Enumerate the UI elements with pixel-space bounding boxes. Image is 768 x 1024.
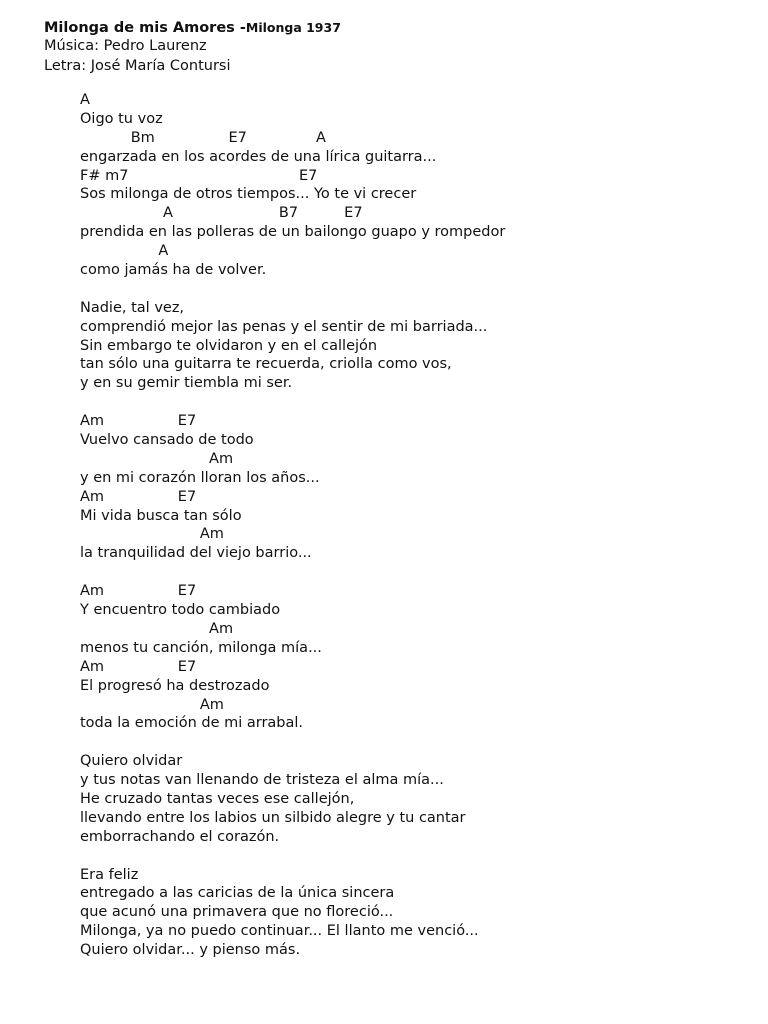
lyric-line: entregado a las caricias de la única sincera (80, 885, 395, 902)
lyric-line: Mi vida busca tan sólo (80, 507, 242, 524)
lyric-line: emborrachando el corazón. (80, 828, 280, 845)
chord-line: A (80, 92, 90, 108)
lyric-line: como jamás ha de volver. (80, 262, 267, 279)
lyric-line: He cruzado tantas veces ese callejón, (80, 790, 355, 807)
chord-line: Am (80, 620, 234, 637)
chord-line: Am E7 (80, 413, 197, 430)
lyric-line: la tranquilidad del viejo barrio... (80, 545, 312, 562)
lyric-line: Vuelvo cansado de todo (80, 432, 254, 449)
blank-line (80, 563, 740, 582)
lyric-line: llevando entre los labios un silbido alegre y tu cantar (80, 809, 466, 826)
blank-line (80, 280, 740, 299)
lyrics-credit: Letra: José María Contursi (44, 57, 231, 74)
chord-line: Am E7 (80, 488, 197, 505)
blank-line (80, 393, 740, 412)
lyric-line: tan sólo una guitarra te recuerda, criolla como vos, (80, 356, 452, 373)
song-header (44, 18, 744, 76)
lyric-line: Milonga, ya no puedo continuar... El llanto me venció... (80, 923, 479, 940)
chord-line: Am (80, 696, 224, 713)
lyric-line: Nadie, tal vez, (80, 299, 185, 316)
lyric-line: y tus notas van llenando de tristeza el alma mía... (80, 772, 444, 789)
lyric-line: menos tu canción, milonga mía... (80, 639, 322, 656)
lyric-line: engarzada en los acordes de una lírica guitarra... (80, 148, 437, 165)
song-body (80, 91, 740, 960)
song-title: Milonga de mis Amores - (44, 20, 246, 36)
chord-line: Am E7 (80, 658, 197, 675)
chord-line: F# m7 E7 (80, 167, 318, 184)
chord-line: Am E7 (80, 583, 197, 600)
lyric-line: prendida en las polleras de un bailongo guapo y rompedor (80, 224, 506, 241)
lyric-line: Quiero olvidar (80, 753, 183, 770)
chord-line: A (80, 243, 169, 260)
lyric-line: comprendió mejor las penas y el sentir de mi barriada... (80, 318, 488, 335)
blank-line (80, 733, 740, 752)
chord-line: Am (80, 450, 234, 467)
lyric-line: toda la emoción de mi arrabal. (80, 715, 304, 732)
lyric-line: Era feliz (80, 866, 139, 883)
chord-line: Bm E7 A (80, 129, 326, 146)
lyric-line: Quiero olvidar... y pienso más. (80, 942, 301, 959)
lyric-line: que acunó una primavera que no floreció... (80, 904, 394, 921)
chord-line: A B7 E7 (80, 205, 363, 222)
song-subtitle: Milonga 1937 (245, 20, 341, 35)
lyric-line: y en su gemir tiembla mi ser. (80, 375, 293, 392)
lyric-line: Sos milonga de otros tiempos... Yo te vi crecer (80, 186, 417, 203)
chord-line: Am (80, 526, 224, 543)
lyric-line: Sin embargo te olvidaron y en el callejón (80, 337, 378, 354)
lyric-line: Y encuentro todo cambiado (80, 602, 281, 619)
lyric-line: y en mi corazón lloran los años... (80, 469, 320, 486)
blank-line (80, 847, 740, 866)
music-credit: Música: Pedro Laurenz (44, 38, 207, 54)
song-title-line (44, 18, 744, 37)
lyric-line: Oigo tu voz (80, 110, 163, 127)
lyric-line: El progresó ha destrozado (80, 677, 270, 694)
